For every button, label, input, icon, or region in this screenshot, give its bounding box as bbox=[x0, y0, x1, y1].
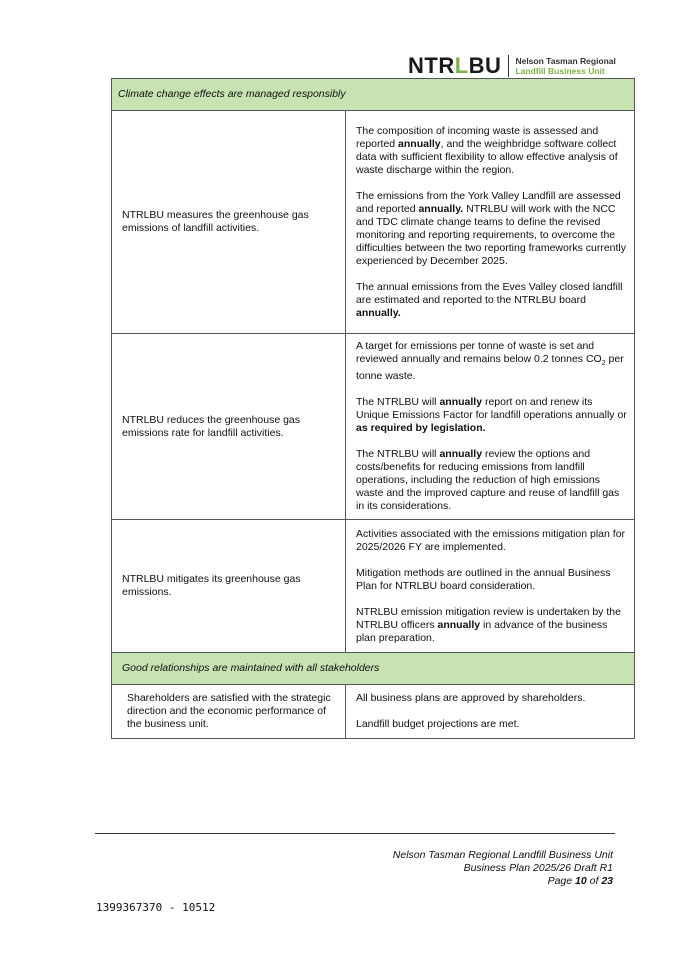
business-plan-table bbox=[111, 78, 635, 739]
footer-doc-title: Business Plan 2025/26 Draft R1 bbox=[463, 862, 613, 874]
logo-wordmark: NTRLBU bbox=[408, 53, 502, 78]
measure-cell bbox=[346, 685, 635, 739]
ntrlbu-logo bbox=[408, 52, 616, 80]
measure-paragraph: The NTRLBU will annually review the options and costs/benefits for reducing emissions from landfill operations, including the reduction of high emissions waste and the improved capture and reuse of landfill gas in its considerations. bbox=[356, 448, 620, 513]
table-row bbox=[112, 520, 635, 653]
measure-paragraph: All business plans are approved by shareholders. bbox=[356, 692, 586, 704]
objective-cell: Shareholders are satisfied with the strategic direction and the economic performance of the business unit. bbox=[112, 685, 346, 739]
measure-cell bbox=[346, 334, 635, 520]
page-footer bbox=[393, 849, 613, 888]
measure-cell bbox=[346, 111, 635, 334]
measure-cell bbox=[346, 520, 635, 653]
measure-paragraph: NTRLBU emission mitigation review is undertaken by the NTRLBU officers annually in advance of the business plan preparation. bbox=[356, 605, 621, 644]
measure-paragraph: A target for emissions per tonne of waste is set and reviewed annually and remains below 0.2 tonnes $CO_2$ per tonne waste. bbox=[356, 339, 624, 383]
measure-paragraph: The emissions from the York Valley Landfill are assessed and reported annually. NTRLBU will work with the NCC and TDC climate change teams to define the revised monitoring and reporting requirements, to overcome the difficulties between the two reporting frameworks currently experienced by December 2025. bbox=[356, 189, 627, 267]
logo-subtitle: Nelson Tasman Regional Landfill Business Unit bbox=[515, 56, 616, 76]
measure-paragraph: Mitigation methods are outlined in the annual Business Plan for NTRLBU board consideration. bbox=[356, 566, 611, 592]
section-header-stakeholders: Good relationships are maintained with all stakeholders bbox=[112, 653, 635, 685]
measure-paragraph: Activities associated with the emissions mitigation plan for 2025/2026 FY are implemented. bbox=[356, 527, 626, 553]
objective-cell: NTRLBU mitigates its greenhouse gas emissions. bbox=[112, 520, 346, 653]
measure-paragraph: The NTRLBU will annually report on and renew its Unique Emissions Factor for landfill operations annually or as required by legislation. bbox=[356, 396, 627, 435]
section-header-climate: Climate change effects are managed responsibly bbox=[112, 79, 635, 111]
logo-divider bbox=[508, 55, 509, 77]
measure-paragraph: The composition of incoming waste is assessed and reported annually, and the weighbridge software collect data with sufficient flexibility to allow effective analysis of waste discharge within the region. bbox=[356, 124, 618, 176]
footer-org: Nelson Tasman Regional Landfill Business Unit bbox=[392, 849, 613, 861]
page-number: Page 10 of 23 bbox=[547, 875, 613, 887]
document-id: 1399367370 - 10512 bbox=[96, 901, 216, 914]
objective-cell: NTRLBU reduces the greenhouse gas emissions rate for landfill activities. bbox=[112, 334, 346, 520]
footer-divider bbox=[95, 833, 615, 834]
table-row bbox=[112, 334, 635, 520]
measure-paragraph: The annual emissions from the Eves Valley closed landfill are estimated and reported to the NTRLBU board annually. bbox=[356, 280, 623, 319]
table-row bbox=[112, 111, 635, 334]
measure-paragraph: Landfill budget projections are met. bbox=[356, 718, 520, 730]
objective-cell: NTRLBU measures the greenhouse gas emissions of landfill activities. bbox=[112, 111, 346, 334]
table-row bbox=[112, 685, 635, 739]
